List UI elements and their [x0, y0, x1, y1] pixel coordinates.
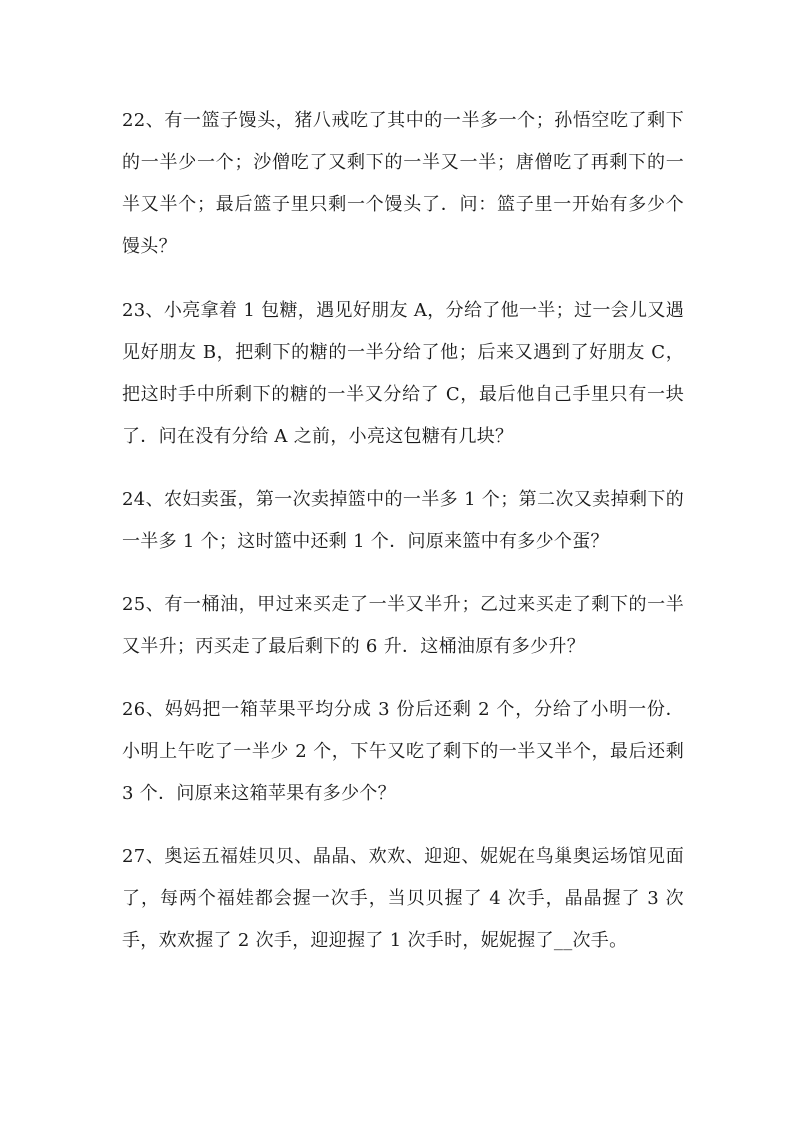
problem-23: 23、小亮拿着 1 包糖，遇见好朋友 A，分给了他一半；过一会儿又遇见好朋友 B，把剩下的糖的一半分给了他；后来又遇到了好朋友 C，把这时手中所剩下的糖的一半又分给了 C，最后他自己手里只有一块了．问在没有分给 A 之前，小亮这包糖有几块？ — [122, 300, 684, 447]
problem-25: 25、有一桶油，甲过来买走了一半又半升；乙过来买走了剩下的一半又半升；丙买走了最后剩下的 6 升．这桶油原有多少升？ — [122, 594, 684, 657]
problem-24: 24、农妇卖蛋，第一次卖掉篮中的一半多 1 个；第二次又卖掉剩下的一半多 1 个；这时篮中还剩 1 个．问原来篮中有多少个蛋？ — [122, 489, 684, 552]
problem-26: 26、妈妈把一箱苹果平均分成 3 份后还剩 2 个，分给了小明一份．小明上午吃了一半少 2 个，下午又吃了剩下的一半又半个，最后还剩 3 个．问原来这箱苹果有多少个？ — [122, 699, 684, 804]
problem-27: 27、奥运五福娃贝贝、晶晶、欢欢、迎迎、妮妮在鸟巢奥运场馆见面了，每两个福娃都会握一次手，当贝贝握了 4 次手，晶晶握了 3 次手，欢欢握了 2 次手，迎迎握了 1 次手时，妮妮握了__次手。 — [122, 846, 684, 951]
problem-22: 22、有一篮子馒头，猪八戒吃了其中的一半多一个；孙悟空吃了剩下的一半少一个；沙僧吃了又剩下的一半又一半；唐僧吃了再剩下的一半又半个；最后篮子里只剩一个馒头了．问：篮子里一开始有多少个馒头？ — [122, 110, 684, 257]
